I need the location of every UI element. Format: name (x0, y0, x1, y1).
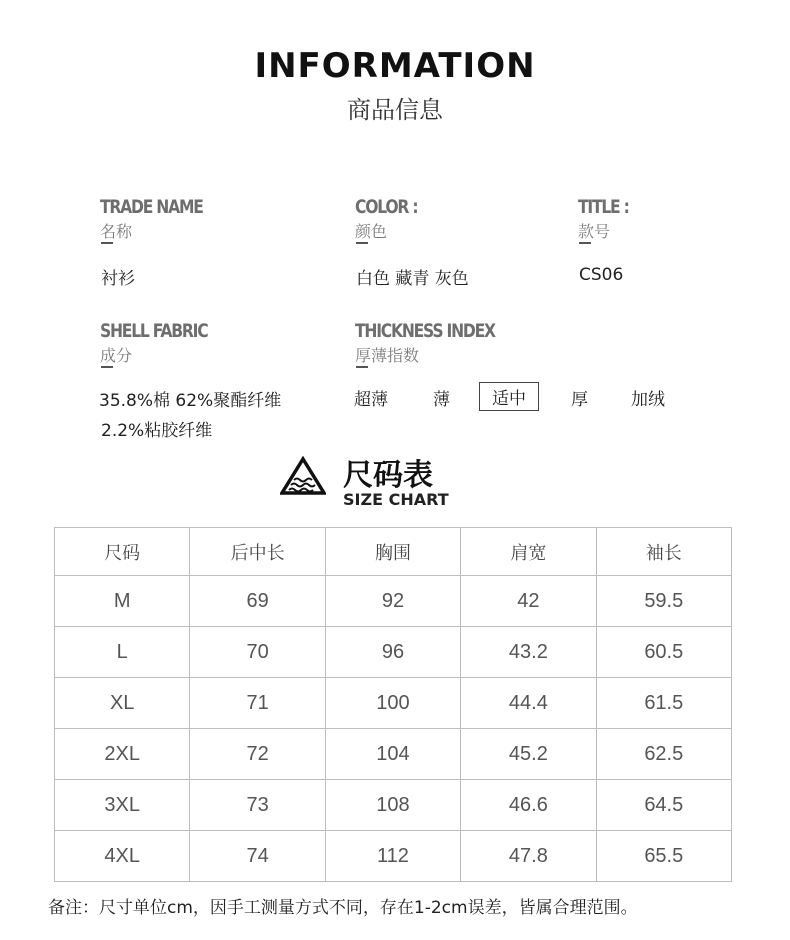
thickness-option-thin: 薄 (433, 390, 450, 410)
title-value: CS06 (579, 265, 624, 285)
table-cell: 47.8 (461, 831, 596, 882)
color-label-cn: 颜色 (355, 222, 388, 241)
color-value: 白色 藏青 灰色 (356, 269, 469, 289)
size-table (54, 527, 732, 882)
page-subtitle: 商品信息 (347, 96, 443, 124)
table-cell: XL (55, 678, 190, 729)
title-label-cn: 款号 (578, 222, 611, 241)
table-cell: 104 (325, 729, 460, 780)
table-cell: 4XL (55, 831, 190, 882)
header-chest: 胸围 (325, 528, 460, 576)
table-row (55, 831, 732, 882)
table-cell: 71 (190, 678, 325, 729)
page-title: INFORMATION (254, 46, 536, 86)
thickness-label: THICKNESS INDEX (355, 320, 495, 342)
table-cell: 44.4 (461, 678, 596, 729)
table-cell: 3XL (55, 780, 190, 831)
shell-fabric-divider (101, 366, 113, 368)
color-divider (356, 242, 368, 244)
table-cell: 45.2 (461, 729, 596, 780)
trade-name-label: TRADE NAME (100, 196, 203, 218)
thickness-option-fleece: 加绒 (631, 390, 665, 410)
shell-fabric-value-line1: 35.8%棉 62%聚酯纤维 (99, 391, 282, 411)
thickness-label-cn: 厚薄指数 (355, 346, 420, 365)
table-cell: 69 (190, 576, 325, 627)
table-cell: 73 (190, 780, 325, 831)
table-cell: 92 (325, 576, 460, 627)
table-cell: 61.5 (596, 678, 731, 729)
thickness-option-thick: 厚 (571, 390, 588, 410)
table-cell: 108 (325, 780, 460, 831)
table-cell: 65.5 (596, 831, 731, 882)
table-cell: 112 (325, 831, 460, 882)
thickness-divider (356, 366, 368, 368)
table-cell: 70 (190, 627, 325, 678)
table-cell: 60.5 (596, 627, 731, 678)
shell-fabric-label: SHELL FABRIC (100, 320, 208, 342)
hanger-wave-icon (280, 456, 326, 496)
thickness-option-medium-selected: 适中 (479, 382, 539, 411)
table-row (55, 729, 732, 780)
size-chart-subtitle: SIZE CHART (343, 490, 449, 509)
thickness-option-ultra-thin: 超薄 (354, 390, 388, 410)
header-size: 尺码 (55, 528, 190, 576)
shell-fabric-value-line2: 2.2%粘胶纤维 (101, 421, 213, 441)
header-shoulder: 肩宽 (461, 528, 596, 576)
table-cell: M (55, 576, 190, 627)
table-cell: 100 (325, 678, 460, 729)
table-cell: 74 (190, 831, 325, 882)
table-cell: 64.5 (596, 780, 731, 831)
color-label: COLOR : (355, 196, 418, 218)
shell-fabric-label-cn: 成分 (100, 346, 133, 365)
size-chart-title: 尺码表 (343, 458, 433, 493)
trade-name-value: 衬衫 (101, 269, 135, 289)
table-cell: 2XL (55, 729, 190, 780)
table-cell: 42 (461, 576, 596, 627)
footnote: 备注：尺寸单位cm，因手工测量方式不同，存在1-2cm误差，皆属合理范围。 (48, 898, 638, 918)
table-cell: 96 (325, 627, 460, 678)
table-row (55, 627, 732, 678)
title-label: TITLE : (578, 196, 629, 218)
header-back-length: 后中长 (190, 528, 325, 576)
table-row (55, 576, 732, 627)
trade-name-divider (101, 242, 113, 244)
table-cell: 43.2 (461, 627, 596, 678)
table-cell: 62.5 (596, 729, 731, 780)
trade-name-label-cn: 名称 (100, 222, 133, 241)
table-cell: 46.6 (461, 780, 596, 831)
table-row (55, 780, 732, 831)
title-divider (579, 242, 591, 244)
table-header-row (55, 528, 732, 576)
table-cell: L (55, 627, 190, 678)
table-cell: 72 (190, 729, 325, 780)
table-row (55, 678, 732, 729)
header-sleeve: 袖长 (596, 528, 731, 576)
table-cell: 59.5 (596, 576, 731, 627)
